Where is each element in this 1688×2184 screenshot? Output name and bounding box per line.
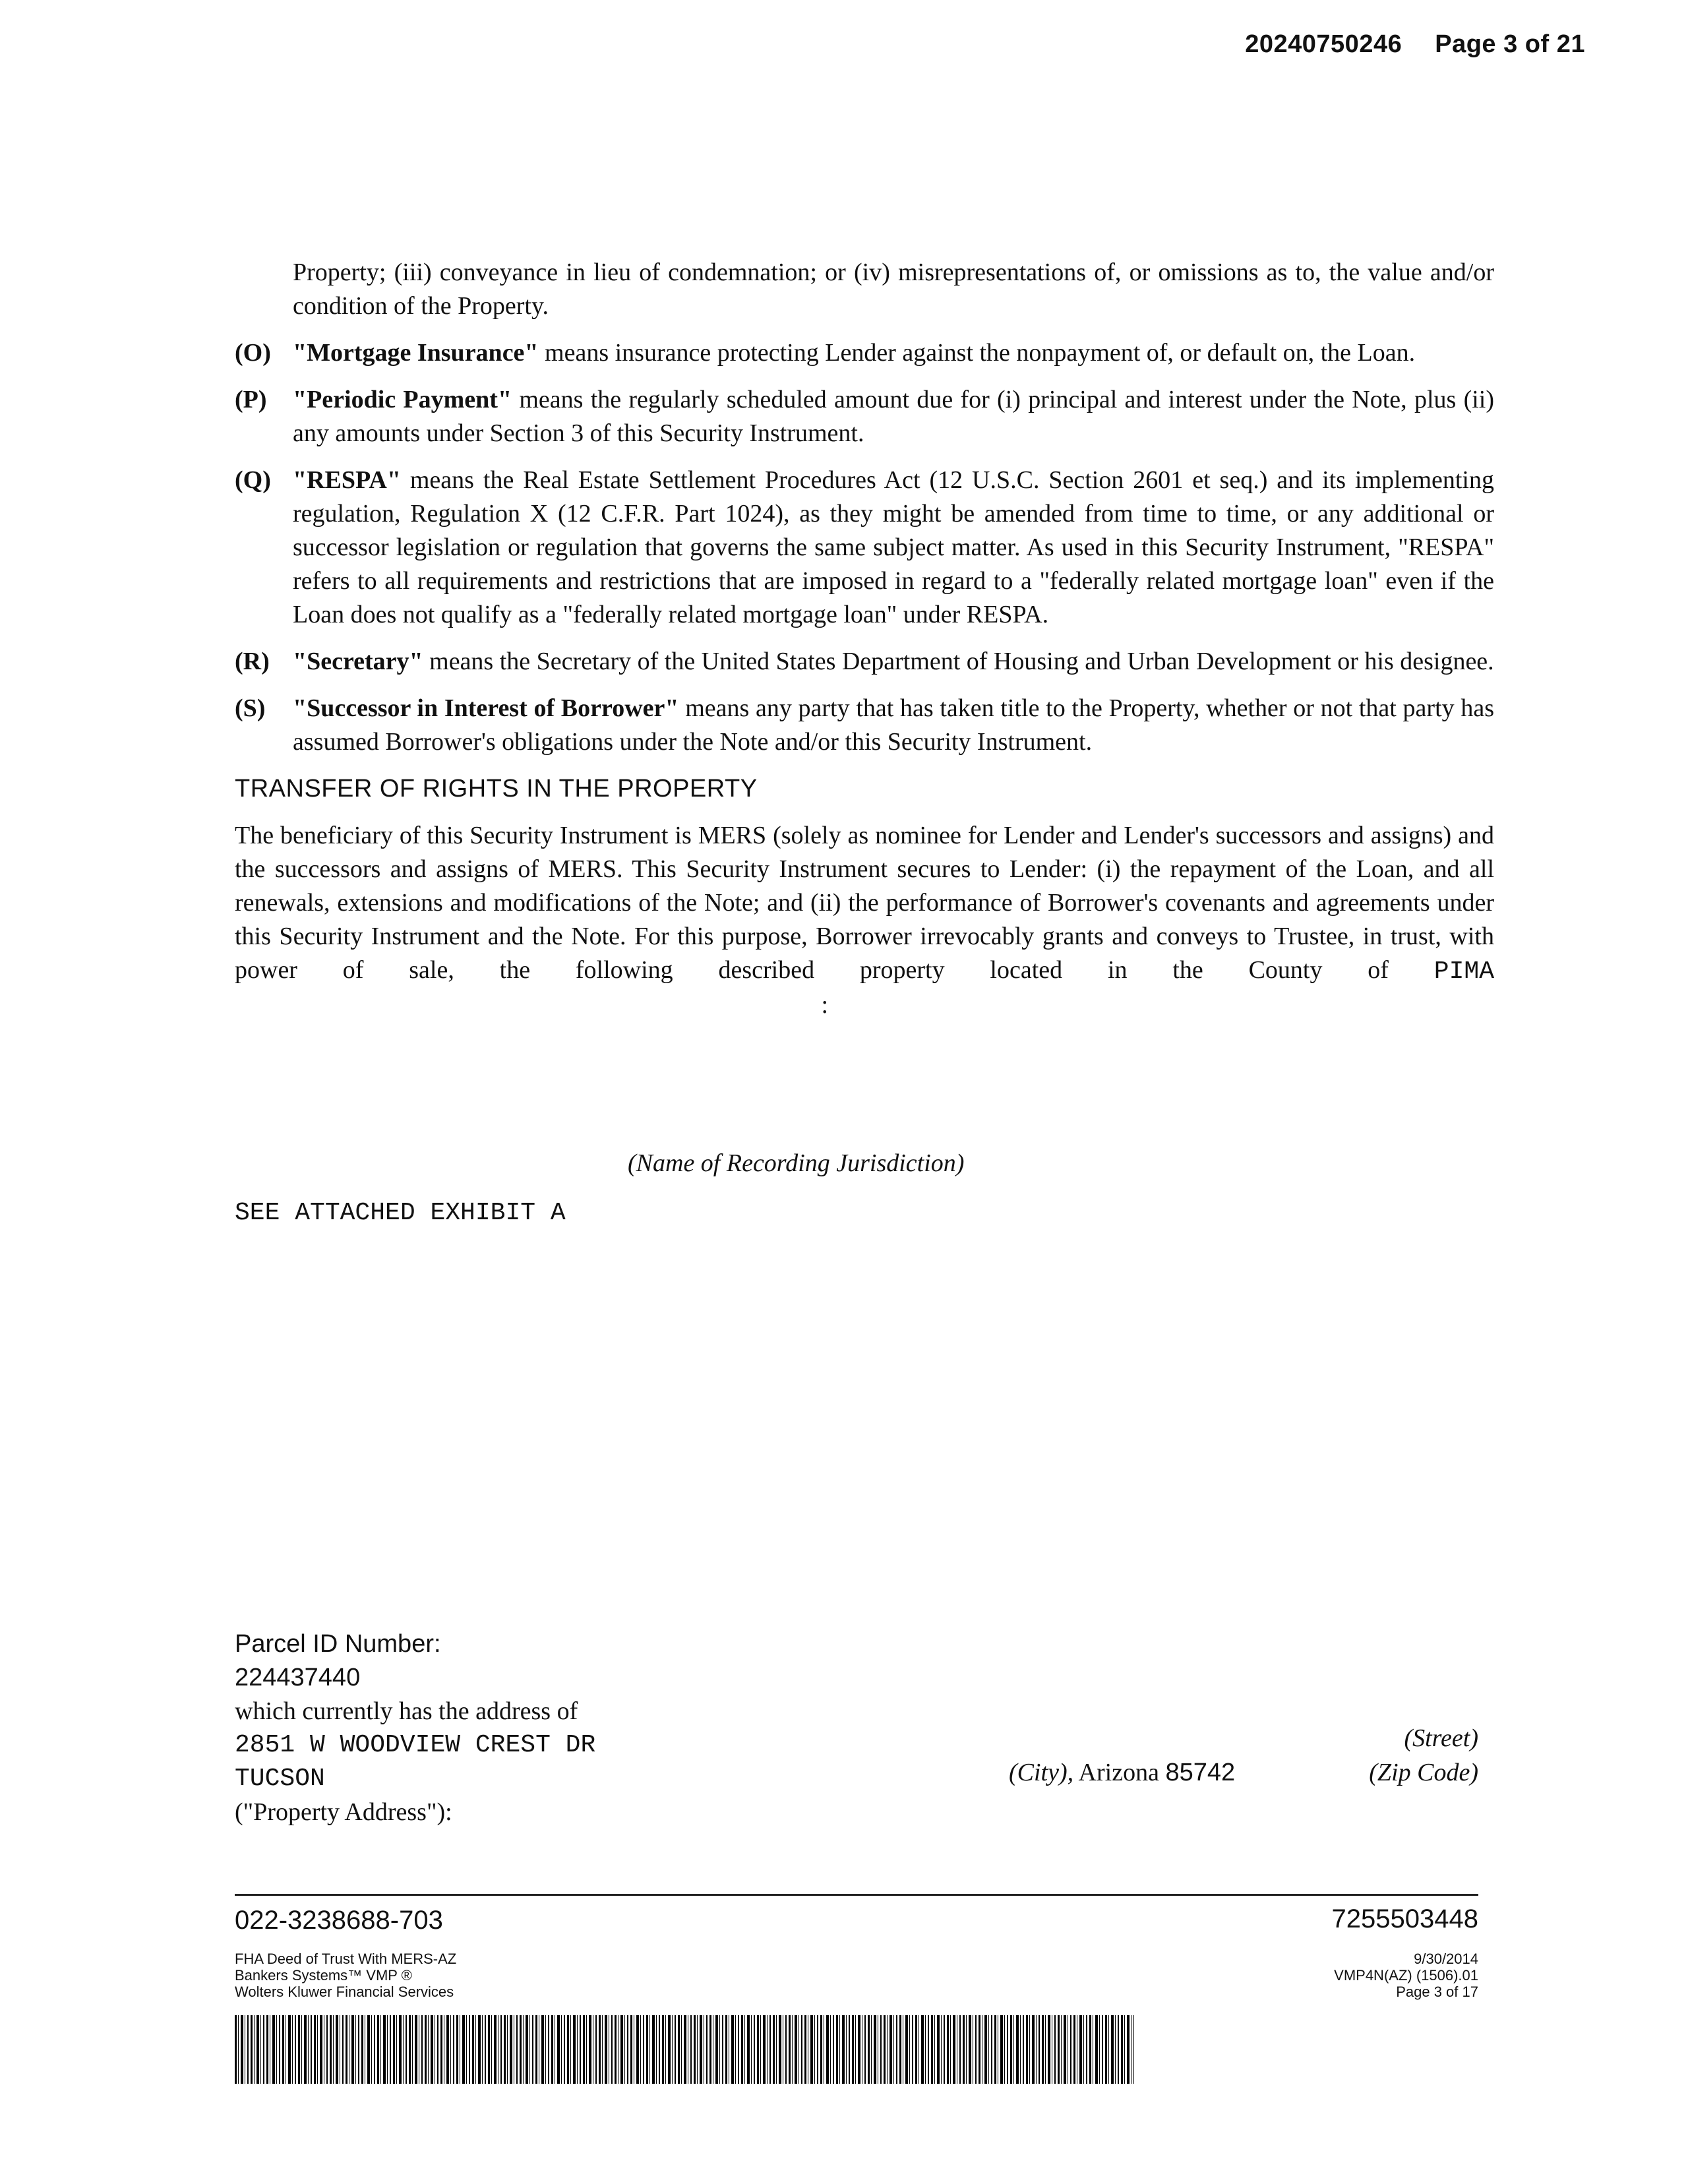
- property-block: [235, 1627, 595, 1829]
- address-intro: which currently has the address of: [235, 1697, 578, 1725]
- definition-term: "Periodic Payment": [293, 386, 512, 413]
- page-indicator: Page 3 of 21: [1435, 30, 1585, 58]
- form-page: Page 3 of 17: [1396, 1984, 1478, 2000]
- definition-term: "Mortgage Insurance": [293, 339, 539, 367]
- parcel-label: Parcel ID Number:: [235, 1630, 441, 1658]
- form-vendor: Bankers Systems™ VMP ®: [235, 1967, 412, 1984]
- county-colon: :: [821, 991, 829, 1019]
- definition-body: [293, 692, 1494, 759]
- property-address-label: ("Property Address"):: [235, 1798, 452, 1826]
- document-number: 20240750246: [1245, 30, 1402, 58]
- zip-value: 85742: [1165, 1759, 1236, 1786]
- loan-number-right: 7255503448: [1331, 1904, 1478, 1933]
- definition-o: [235, 336, 1494, 370]
- definition-text: means the Secretary of the United States Department of Housing and Urban Development or his designee.: [423, 648, 1494, 675]
- page-header: [1245, 30, 1585, 59]
- exhibit-reference: SEE ATTACHED EXHIBIT A: [235, 1199, 566, 1227]
- parcel-number: 224437440: [235, 1664, 361, 1691]
- section-heading: TRANSFER OF RIGHTS IN THE PROPERTY: [235, 775, 758, 803]
- definition-body: [293, 383, 1494, 450]
- definition-letter: (S): [235, 694, 266, 722]
- transfer-paragraph: [235, 819, 1494, 1022]
- city-value: TUCSON: [235, 1765, 325, 1793]
- city-label: (City),: [1009, 1759, 1074, 1786]
- definition-body: [293, 336, 1494, 370]
- definition-term: "Successor in Interest of Borrower": [293, 694, 679, 722]
- definition-letter: (R): [235, 648, 270, 675]
- form-code: VMP4N(AZ) (1506).01: [1334, 1967, 1478, 1984]
- zip-code-label: (Zip Code): [1369, 1759, 1478, 1786]
- definition-letter: (Q): [235, 466, 271, 494]
- footer-divider: [235, 1894, 1478, 1896]
- definition-body: [293, 645, 1494, 679]
- definition-term: "RESPA": [293, 466, 401, 494]
- county-value: PIMA: [1433, 957, 1494, 986]
- definition-p: [235, 383, 1494, 450]
- definition-body: [293, 464, 1494, 632]
- definition-text: means any party that has taken title to the Property, whether or not that party has assumed Borrower's obligations under the Note and/or this Security Instrument.: [293, 694, 1494, 756]
- form-company: Wolters Kluwer Financial Services: [235, 1984, 454, 2000]
- loan-number-left: 022-3238688-703: [235, 1906, 443, 1935]
- state-value: Arizona: [1078, 1759, 1159, 1786]
- definition-term: "Secretary": [293, 648, 423, 675]
- barcode: [235, 2015, 1134, 2084]
- street-label: (Street): [1404, 1724, 1478, 1752]
- definition-text: means the Real Estate Settlement Procedures Act (12 U.S.C. Section 2601 et seq.) and its implementing regulation, Regulation X (12 C.F.R. Part 1024), as they might be amended from time to time, or any additional or successor legislation or regulation that governs the same subject matter. As used in this Security Instrument, "RESPA" refers to all requirements and restrictions that are imposed in regard to a "federally related mortgage loan" even if the Loan does not qualify as a "federally related mortgage loan" under RESPA.: [293, 466, 1494, 628]
- definition-letter: (P): [235, 386, 267, 413]
- street-address: 2851 W WOODVIEW CREST DR: [235, 1731, 596, 1759]
- definition-text: means insurance protecting Lender against the nonpayment of, or default on, the Loan.: [538, 339, 1416, 367]
- form-title: FHA Deed of Trust With MERS-AZ: [235, 1951, 457, 1967]
- document-body: [235, 256, 1494, 1022]
- definition-letter: (O): [235, 339, 271, 367]
- definition-s: [235, 692, 1494, 759]
- jurisdiction-label: (Name of Recording Jurisdiction): [628, 1149, 965, 1177]
- definition-q: [235, 464, 1494, 632]
- city-state-zip: [1009, 1758, 1235, 1787]
- form-date: 9/30/2014: [1414, 1951, 1478, 1967]
- form-meta: [1334, 1951, 1478, 2000]
- definition-r: [235, 645, 1494, 679]
- continuation-paragraph: Property; (iii) conveyance in lieu of condemnation; or (iv) misrepresentations of, or omissions as to, the value and/or condition of the Property.: [293, 258, 1494, 320]
- form-info: [235, 1951, 456, 2000]
- transfer-text: The beneficiary of this Security Instrument is MERS (solely as nominee for Lender and Lender's successors and assigns) and the successors and assigns of MERS. This Security Instrument secures to Lender: (i) the repayment of the Loan, and all renewals, extensions and modifications of the Note; and (ii) the performance of Borrower's covenants and agreements under this Security Instrument and the Note. For this purpose, Borrower irrevocably grants and conveys to Trustee, in trust, with power of sale, the following described property located in the County of: [235, 822, 1494, 984]
- definition-text: means the regularly scheduled amount due for (i) principal and interest under the Note, plus (ii) any amounts under Section 3 of this Security Instrument.: [293, 386, 1494, 447]
